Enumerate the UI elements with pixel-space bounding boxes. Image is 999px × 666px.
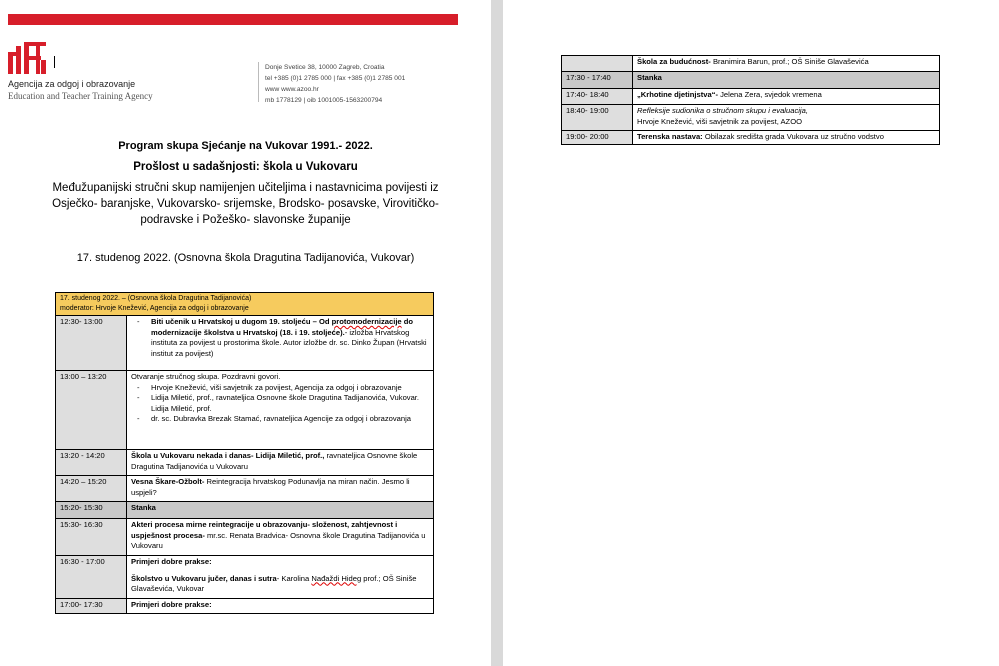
address-divider <box>258 62 259 102</box>
schedule-header-row <box>56 293 434 316</box>
row-content: Škola u Vukovaru nekada i danas- Lidija Miletić, prof., ravnateljica Osnovne škole Dragutina Tadijanovića u Vukovaru <box>127 450 434 476</box>
row-time: 17:00- 17:30 <box>56 599 127 614</box>
logo-separator <box>54 56 55 68</box>
schedule-table <box>55 292 434 614</box>
table-row <box>56 371 434 450</box>
agency-name-english: Education and Teacher Training Agency <box>8 91 153 101</box>
schedule-moderator: moderator: Hrvoje Knežević, Agencija za odgoj i obrazovanje <box>60 304 249 312</box>
schedule-header-date: 17. studenog 2022. – (Osnovna škola Dragutina Tadijanovića) <box>60 295 252 302</box>
table-row <box>56 519 434 556</box>
document-description: Međužupanijski stručni skup namijenjen učiteljima i nastavnicima povijesti iz Osječko- baranjske, Vukovarsko- srijemske, Brodsko- posavske, Virovitičko- podravske i Požeško- slavonske županije <box>52 182 439 226</box>
row-time: 15:30- 16:30 <box>56 519 127 556</box>
document-page-1 <box>0 0 491 666</box>
row-content: Stanka <box>127 502 434 519</box>
row-content: Primjeri dobre prakse: Školstvo u Vukovaru jučer, danas i sutra- Karolina Nađaždi Hideg prof.; OŠ Siniše Glavaševića, Vukovar <box>127 556 434 599</box>
row-content: Vesna Škare-Ožbolt- Reintegracija hrvatskog Podunavlja na miran način. Jesmo li uspjeli? <box>127 476 434 502</box>
table-row <box>56 476 434 502</box>
document-subtitle: Prošlost u sadašnjosti: škola u Vukovaru <box>133 161 358 173</box>
table-row <box>562 131 940 145</box>
row-time: 12:30- 13:00 <box>56 316 127 371</box>
row-time: 19:00- 20:00 <box>562 131 633 145</box>
list-item: - Hrvoje Knežević, viši savjetnik za povijest, Agencija za odgoj i obrazovanje <box>131 383 429 394</box>
row-content: „Krhotine djetinjstva“- Jelena Zera, svjedok vremena <box>633 89 940 105</box>
document-page-2 <box>503 0 999 666</box>
row-time: 17:30 - 17:40 <box>562 72 633 89</box>
agency-web: www www.azoo.hr <box>265 86 319 93</box>
row-content: Otvaranje stručnog skupa. Pozdravni govori. - Hrvoje Knežević, viši savjetnik za povijest, Agencija za odgoj i obrazovanje - Lidija Miletić, prof., ravnateljica Osnovne škole Dragutina Tadijanovića, Vukovar. Lidija Miletić, prof. - dr. sc. Dubravka Brezak Stamać, ravnateljica Agencije za odgoj i obrazovanja <box>127 371 434 450</box>
table-row <box>56 316 434 371</box>
row-time: 18:40- 19:00 <box>562 105 633 131</box>
agency-name: Agencija za odgoj i obrazovanje <box>8 79 136 89</box>
table-row <box>56 450 434 476</box>
agency-ids: mb 1778129 | oib 1001005-1563200794 <box>265 97 383 104</box>
schedule-table-continued <box>561 55 940 145</box>
row-content: Refleksije sudionika o stručnom skupu i evaluacija, Hrvoje Knežević, viši savjetnik za povijest, AZOO <box>633 105 940 131</box>
table-row <box>56 502 434 519</box>
table-row <box>56 556 434 599</box>
list-item: - dr. sc. Dubravka Brezak Stamać, ravnateljica Agencije za odgoj i obrazovanja <box>131 414 429 425</box>
event-date-line: 17. studenog 2022. (Osnovna škola Dragutina Tadijanovića, Vukovar) <box>76 252 415 264</box>
table-row <box>562 56 940 72</box>
row-time: 13:20 - 14:20 <box>56 450 127 476</box>
agency-address: Donje Svetice 38, 10000 Zagreb, Croatia <box>265 64 385 71</box>
document-title: Program skupa Sjećanje na Vukovar 1991.- 2022. <box>118 140 373 152</box>
row-content: Terenska nastava: Obilazak središta grada Vukovara uz stručno vodstvo <box>633 131 940 145</box>
row-time: 15:20- 15:30 <box>56 502 127 519</box>
row-content: Škola za budućnost- Branimira Barun, prof.; OŠ Siniše Glavaševića <box>633 56 940 72</box>
row-time: 17:40- 18:40 <box>562 89 633 105</box>
agency-logo-icon <box>8 42 48 74</box>
row-time: 14:20 – 15:20 <box>56 476 127 502</box>
table-row <box>562 72 940 89</box>
row-content: Primjeri dobre prakse: <box>127 599 434 614</box>
table-row <box>562 105 940 131</box>
row-time: 13:00 – 13:20 <box>56 371 127 450</box>
row-time <box>562 56 633 72</box>
row-time: 16:30 - 17:00 <box>56 556 127 599</box>
agency-phone-fax: tel +385 (0)1 2785 000 | fax +385 (0)1 2785 001 <box>265 75 406 82</box>
row-content: - Biti učenik u Hrvatskoj u dugom 19. stoljeću – Od protomodernizacije do modernizacije školstva u Hrvatskoj (18. i 19. stoljeće).- izložba Hrvatskog instituta za povijest u prostorima škole. Autor izložbe dr. sc. Dinko Župan (Hrvatski institut za povijest) <box>127 316 434 371</box>
table-row <box>562 89 940 105</box>
row-content: Akteri procesa mirne reintegracije u obrazovanju- složenost, zahtjevnost i uspješnost procesa- mr.sc. Renata Bradvica- Osnovna škole Dragutina Tadijanovića u Vukovaru <box>127 519 434 556</box>
header-red-bar <box>8 14 458 25</box>
row-content: Stanka <box>633 72 940 89</box>
list-item: - Lidija Miletić, prof., ravnateljica Osnovne škole Dragutina Tadijanovića, Vukovar. Lidija Miletić, prof. <box>131 393 429 414</box>
table-row <box>56 599 434 614</box>
